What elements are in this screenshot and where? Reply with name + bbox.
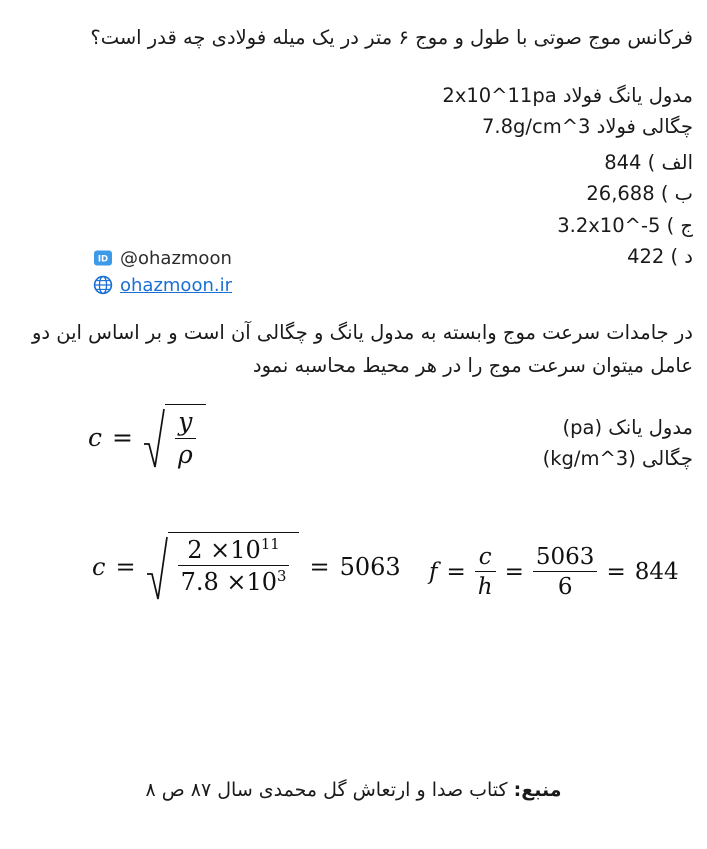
formula-frequency-numeric bbox=[429, 544, 679, 601]
sqrt-numerator: y bbox=[175, 408, 196, 439]
question-text: فرکانس موج صوتی با طول و موج ۶ متر در یک میله فولادی چه قدر است؟ bbox=[90, 26, 693, 49]
legend-density-unit: (kg/m^3) bbox=[542, 447, 636, 471]
calc-f-frac2-top: 5063 bbox=[533, 544, 598, 572]
calc-f-equals-1: = bbox=[446, 559, 466, 586]
given-young-modulus-value: 2x10^11pa bbox=[442, 83, 557, 107]
legend-young-modulus-unit: (pa) bbox=[562, 415, 603, 439]
option-a-marker: الف ) bbox=[647, 150, 693, 174]
formula-equals: = bbox=[112, 423, 133, 453]
calc-f-equals-3: = bbox=[606, 559, 626, 586]
option-b-marker: ب ) bbox=[660, 182, 693, 206]
option-c-value: 3.2x10^-5 bbox=[557, 213, 661, 237]
handle-text: @ohazmoon bbox=[120, 247, 232, 269]
calc-f-lhs: f bbox=[429, 559, 438, 586]
handle-row[interactable] bbox=[93, 248, 303, 269]
legend-list bbox=[543, 412, 693, 475]
calc-f-frac1-top: c bbox=[475, 544, 496, 572]
numeric-formula-row bbox=[14, 532, 693, 628]
formula-lhs-c: c bbox=[88, 423, 103, 453]
watermark-block bbox=[93, 248, 303, 302]
calc-f-equals-2: = bbox=[504, 559, 524, 586]
calc-c-denominator: $7.8 \times 10^3$ bbox=[180, 567, 287, 597]
option-d-value: 422 bbox=[627, 245, 665, 269]
explanation-text: در جامدات سرعت موج وابسته به مدول یانگ و چگالی آن است و بر اساس این دو عامل میتوان سرعت موج را در هر محیط محاسبه نمود bbox=[31, 320, 693, 377]
legend-density-label: چگالی bbox=[642, 447, 693, 471]
sqrt-denominator: ρ bbox=[177, 439, 193, 469]
symbolic-formula-row bbox=[14, 404, 693, 496]
option-c[interactable] bbox=[14, 210, 693, 242]
formula-wave-speed-symbolic bbox=[88, 404, 206, 472]
option-a[interactable] bbox=[14, 147, 693, 179]
calc-c-lhs: c bbox=[92, 552, 106, 581]
legend-density bbox=[543, 443, 693, 475]
option-b-value: 26,688 bbox=[586, 182, 655, 206]
site-row[interactable] bbox=[93, 275, 303, 296]
square-root-icon bbox=[146, 532, 300, 602]
source-line bbox=[14, 775, 693, 805]
id-badge-icon bbox=[93, 248, 113, 268]
given-density bbox=[14, 111, 693, 143]
formula-wave-speed-numeric bbox=[92, 532, 401, 602]
legend-young-modulus-label: مدول یانک bbox=[608, 415, 693, 439]
square-root-icon bbox=[143, 404, 206, 472]
givens-list bbox=[14, 80, 693, 143]
svg-text:ID: ID bbox=[97, 254, 109, 265]
globe-icon bbox=[93, 275, 113, 295]
source-label: منبع: bbox=[513, 778, 562, 801]
option-a-value: 844 bbox=[604, 150, 642, 174]
given-young-modulus-label: مدول یانگ فولاد bbox=[562, 83, 693, 107]
source-text: کتاب صدا و ارتعاش گل محمدی سال ۸۷ ص ۸ bbox=[145, 778, 508, 801]
calc-c-numerator: $2 \times 10^{11}$ bbox=[178, 536, 290, 567]
option-b[interactable] bbox=[14, 178, 693, 210]
calc-c-result-equals: = bbox=[309, 552, 330, 581]
calc-f-fraction-numeric bbox=[533, 544, 598, 601]
option-d-marker: د ) bbox=[670, 245, 693, 269]
option-c-marker: ج ) bbox=[666, 213, 693, 237]
calc-c-equals: = bbox=[115, 552, 136, 581]
site-link[interactable]: ohazmoon.ir bbox=[120, 274, 232, 296]
given-density-value: 7.8g/cm^3 bbox=[482, 115, 591, 139]
legend-young-modulus bbox=[543, 412, 693, 444]
calc-f-frac2-bot: 6 bbox=[557, 574, 573, 601]
calc-f-result: 844 bbox=[634, 559, 679, 586]
calc-f-fraction-symbolic bbox=[475, 544, 496, 601]
given-young-modulus bbox=[14, 80, 693, 112]
calc-f-frac1-bot: h bbox=[477, 574, 493, 601]
givens-options-area bbox=[14, 80, 693, 302]
calc-c-result: 5063 bbox=[339, 552, 401, 581]
given-density-label: چگالی فولاد bbox=[596, 115, 693, 139]
